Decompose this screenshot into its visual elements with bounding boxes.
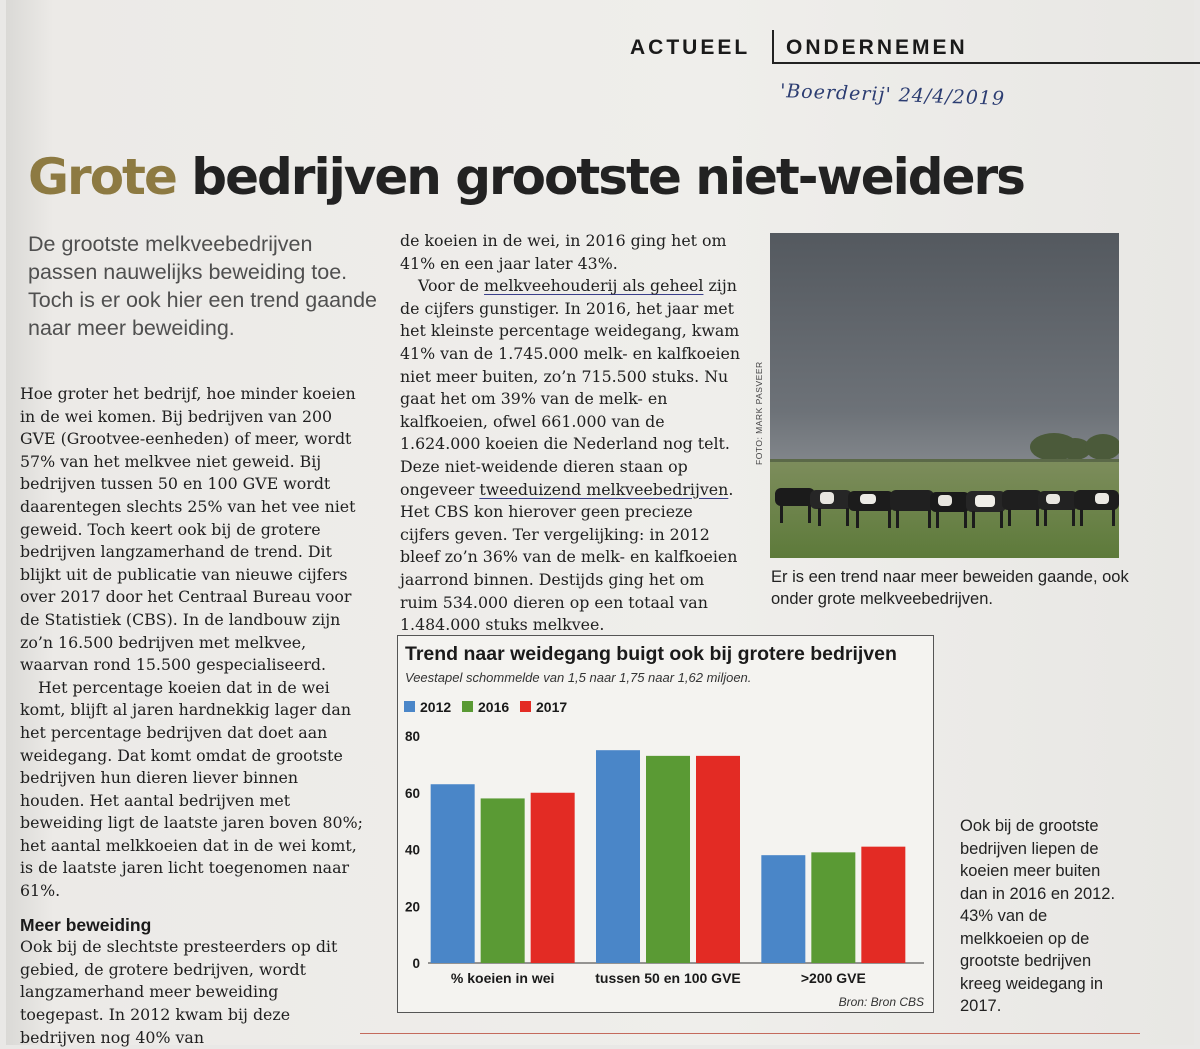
title-word-gold: Grote [28, 148, 176, 206]
photo-caption: Er is een trend naar meer beweiden gaande, ook onder grote melkveebedrijven. [771, 568, 1129, 608]
bar-2017-1 [696, 756, 740, 963]
text-fragment: . Het CBS kon hierover geen precieze cijfers geven. Ter vergelijking: in 2012 bleef zo’n 36% van de melk- en kalfkoeien jaarrond binnen. Destijds ging het om ruim 534.000 dieren op een totaal van 1.484.000 stuks melkvee. [400, 479, 738, 635]
chart-subtitle: Veestapel schommelde van 1,5 naar 1,75 naar 1,62 miljoen. [405, 670, 752, 685]
legend-swatch-2017 [520, 701, 531, 712]
section-label-ondernemen: ONDERNEMEN [772, 30, 1200, 64]
x-category-label: tussen 50 en 100 GVE [595, 970, 741, 986]
cows-in-meadow-image [770, 233, 1119, 558]
legend-swatch-2012 [404, 701, 415, 712]
bar-2012-0 [431, 784, 475, 963]
underlined-phrase-2: tweeduizend melkveebedrijven [479, 479, 729, 499]
bar-chart [398, 636, 932, 1011]
legend-label-2012: 2012 [420, 699, 452, 715]
paragraph-3: Ook bij de slechtste presteerders op dit gebied, de grotere bedrijven, wordt langzamerhand meer beweiding toegepast. In 2012 kwam bij deze bedrijven nog 40% van [20, 937, 338, 1047]
x-category-label: >200 GVE [800, 970, 866, 986]
bar-chart-box [397, 635, 934, 1013]
y-tick-label: 60 [404, 785, 420, 801]
title-rest: bedrijven grootste niet-weiders [191, 148, 1024, 206]
handwritten-source-note: 'Boerderij' 24/4/2019 [779, 80, 1006, 110]
subheading: Meer beweiding [20, 914, 152, 935]
paragraph-2: Het percentage koeien dat in de wei komt, blijft al jaren hardnekkig lager dan het percentage bedrijven dat doet aan weidegang. Dat komt omdat de grootste bedrijven hun dieren liever binnen houden. Het aantal bedrijven met beweiding ligt de laatste jaren boven 80%; het aantal melkkoeien dat in de wei komt, is de laatste jaren licht toegenomen naar 61%. [20, 677, 363, 901]
y-tick-label: 0 [412, 956, 420, 971]
y-tick-label: 20 [404, 899, 420, 915]
photo-credit: FOTO: MARK PASVEER [754, 361, 764, 465]
bar-2012-1 [596, 750, 640, 963]
x-category-label: % koeien in wei [450, 970, 555, 986]
bar-2017-2 [861, 847, 905, 963]
article-title [28, 148, 1024, 206]
section-label-actueel: ACTUEEL [630, 36, 751, 59]
legend-swatch-2016 [462, 701, 473, 712]
y-tick-label: 80 [404, 729, 420, 744]
chart-source: Bron: Bron CBS [838, 995, 924, 1009]
legend-label-2017: 2017 [536, 699, 568, 715]
article-intro: De grootste melkveebedrijven passen nauwelijks beweiding toe. Toch is er ook hier een trend gaande naar meer beweiding. [28, 232, 378, 340]
bar-2016-2 [811, 852, 855, 963]
paragraph-4: de koeien in de wei, in 2016 ging het om 41% en een jaar later 43%. [400, 231, 727, 273]
bar-2016-0 [481, 798, 525, 963]
bar-2012-2 [761, 855, 805, 963]
y-tick-label: 40 [404, 842, 420, 858]
side-caption: Ook bij de grootste bedrijven liepen de koeien meer buiten dan in 2016 en 2012. 43% van de melkkoeien op de grootste bedrijven kreeg weidegang in 2017. [960, 817, 1116, 1015]
text-fragment: zijn de cijfers gunstiger. In 2016, het jaar met het kleinste percentage weidegang, kwam 41% van de 1.745.000 melk- en kalfkoeien niet meer buiten, zo’n 715.500 stuks. Nu gaat het om 39% van de melk- en kalfkoeien, ofwel 661.000 van de 1.624.000 koeien die Nederland nog telt. Deze niet-weidende dieren staan op ongeveer [400, 276, 741, 499]
column-1 [20, 383, 366, 1049]
paragraph-1: Hoe groter het bedrijf, hoe minder koeien in de wei komen. Bij bedrijven van 200 GVE (Grootvee-eenheden) of meer, wordt 57% van het melkvee niet geweid. Bij bedrijven tussen 50 en 100 GVE wordt daarentegen slechts 25% van het vee niet geweid. Toch keert ook bij de grotere bedrijven langzamerhand de trend. Dit blijkt uit de publicatie van nieuwe cijfers over 2017 door het Centraal Bureau voor de Statistiek (CBS). In de landbouw zijn zo’n 16.500 bedrijven met melkvee, waarvan rond 15.500 gespecialiseerd. [20, 384, 356, 675]
paragraph-5 [400, 275, 742, 637]
cows-photo [770, 233, 1119, 558]
bar-2016-1 [646, 756, 690, 963]
underlined-phrase-1: melkveehouderij als geheel [484, 276, 704, 296]
bar-2017-0 [531, 793, 575, 963]
column-2 [400, 230, 742, 637]
chart-title: Trend naar weidegang buigt ook bij grotere bedrijven [405, 643, 897, 665]
bottom-rule [360, 1033, 1140, 1034]
text-fragment: Voor de [418, 276, 485, 296]
legend-label-2016: 2016 [478, 699, 510, 715]
